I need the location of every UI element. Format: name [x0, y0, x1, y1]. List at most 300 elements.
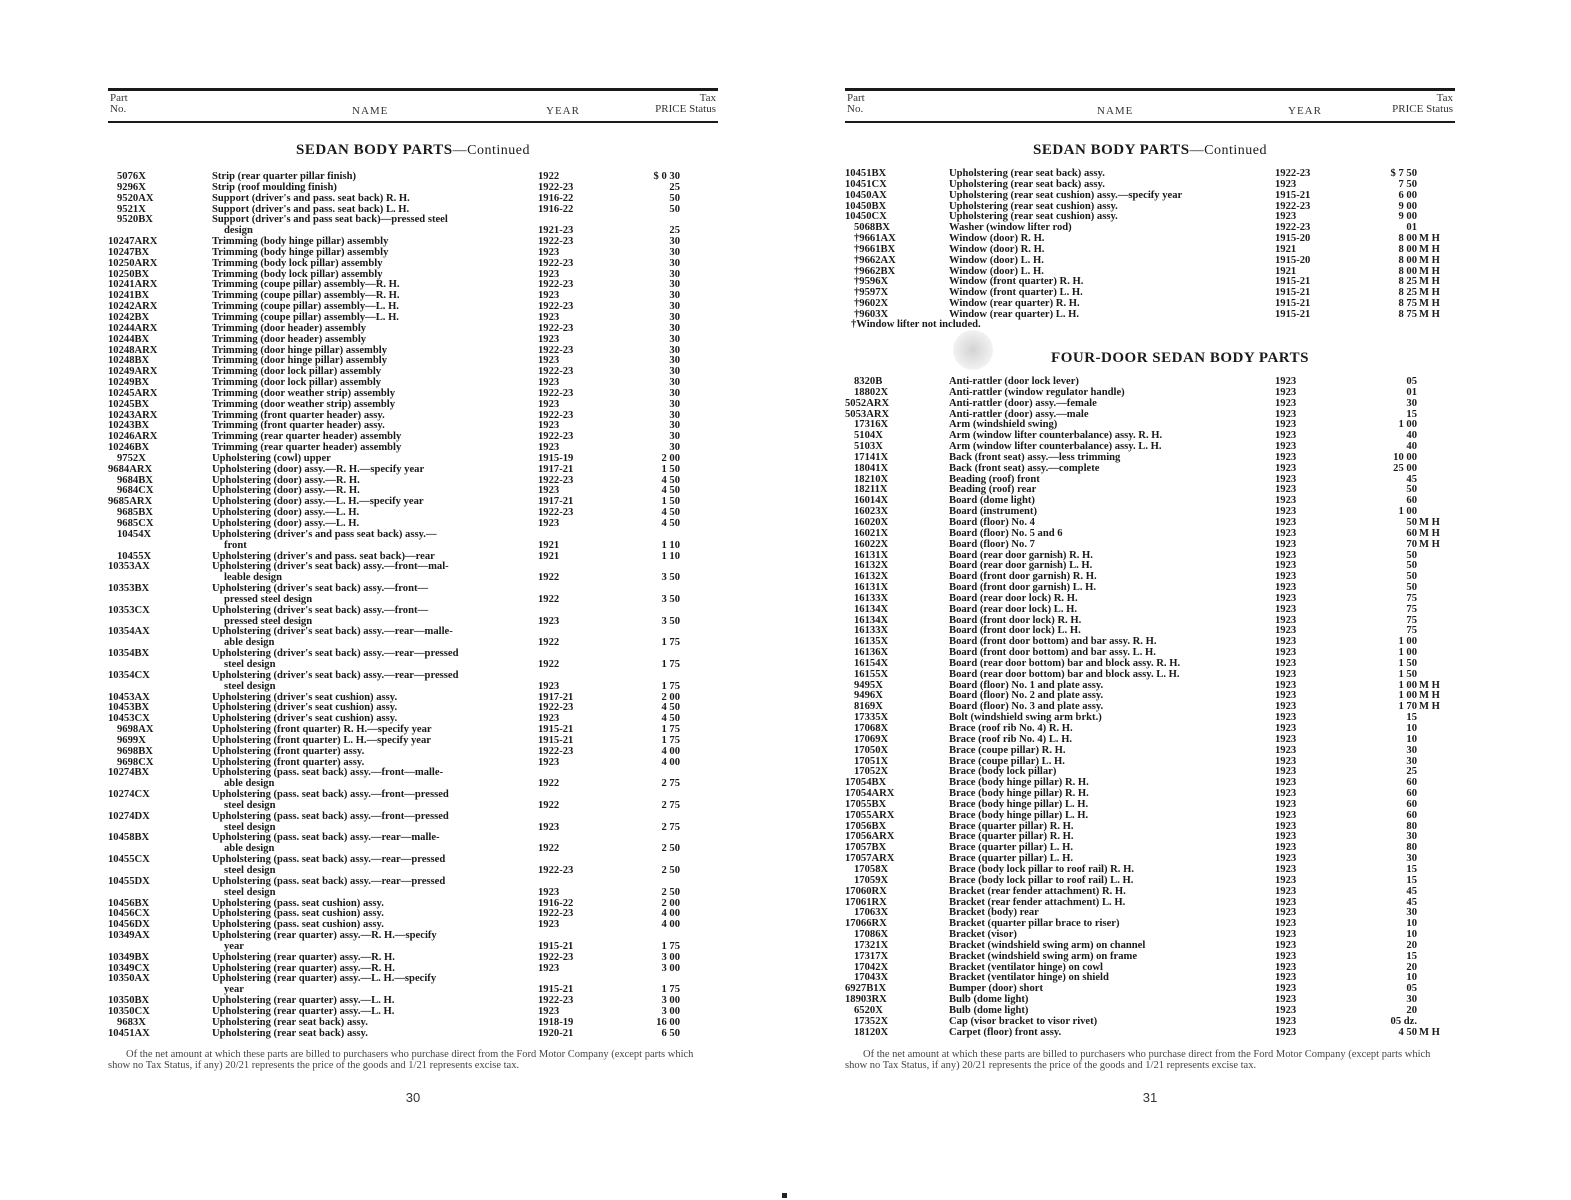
part-name: [212, 931, 542, 953]
price: 4 00: [661, 908, 680, 920]
part-name-line1: Support (driver's and pass seat back)—pressed steel: [212, 214, 448, 226]
table-row: [108, 259, 718, 270]
part-name-line1: Trimming (door header) assembly: [212, 333, 367, 345]
part-name-line1: Trimming (front quarter header) assy.: [212, 409, 385, 421]
header-part-label: Part: [110, 92, 128, 104]
table-row: [845, 464, 1455, 475]
table-row: [845, 800, 1455, 811]
part-name-line1: Brace (quarter pillar) R. H.: [949, 820, 1074, 832]
price: 20: [1406, 1004, 1417, 1016]
part-number: 17043X: [854, 972, 889, 984]
year: 1917-21: [538, 463, 574, 475]
part-name-line1: Upholstering (pass. seat cushion) assy.: [212, 919, 384, 931]
price: 70: [1406, 538, 1417, 550]
year: 1922: [538, 171, 560, 182]
parts-table: [108, 172, 718, 1040]
year: 1915-21: [1275, 276, 1311, 288]
part-name-line2: able design: [224, 843, 275, 855]
year: 1922: [538, 778, 560, 790]
part-number: 10250BX: [108, 268, 150, 280]
part-name-line1: Back (front seat) assy.—complete: [949, 462, 1100, 474]
part-number: 9698BX: [117, 745, 153, 757]
year: 1923: [538, 442, 560, 454]
table-row: [845, 887, 1455, 898]
part-number: 17054BX: [845, 777, 887, 789]
parts-table: [845, 169, 1455, 321]
year: 1923: [1275, 408, 1297, 420]
price: 50: [669, 192, 680, 204]
year: 1923: [1275, 441, 1297, 453]
year: 1923: [1275, 712, 1297, 724]
part-name-line1: Trimming (door hinge pillar) assembly: [212, 344, 387, 356]
left-page: [108, 0, 718, 1200]
part-number: 17069X: [854, 733, 889, 745]
year: 1923: [538, 290, 560, 302]
part-name-line1: Anti-rattler (window regulator handle): [949, 386, 1125, 398]
price: 3 50: [661, 615, 680, 627]
tax-status: M H: [1419, 265, 1440, 277]
part-number: 9699X: [117, 734, 146, 746]
table-row: [108, 909, 718, 920]
table-row: [845, 453, 1455, 464]
part-name: [949, 310, 1279, 321]
price: 4 50: [1398, 1026, 1417, 1038]
part-number: 10247ARX: [108, 236, 158, 248]
part-number: 10245ARX: [108, 387, 158, 399]
part-number: 10350BX: [108, 995, 150, 1007]
table-row: [845, 724, 1455, 735]
part-number: 10353AX: [108, 561, 150, 573]
part-name-line1: Upholstering (driver's seat back) assy.—front—: [212, 604, 429, 616]
year: 1916-22: [538, 897, 574, 909]
part-name-line1: Upholstering (rear quarter) assy.—L. H.: [212, 1005, 395, 1017]
price: 10: [1406, 918, 1417, 930]
part-number: 18802X: [854, 386, 889, 398]
table-row: [845, 811, 1455, 822]
part-name-line1: Bracket (ventilator hinge) on shield: [949, 972, 1109, 984]
table-row: [845, 843, 1455, 854]
header-tax-label: Tax: [1436, 92, 1453, 104]
part-name-line1: Board (dome light): [949, 495, 1035, 507]
part-name-line1: Bulb (dome light): [949, 1004, 1029, 1016]
part-name: [212, 627, 542, 649]
table-row: [845, 605, 1455, 616]
part-number: 17352X: [854, 1015, 889, 1027]
part-name-line1: Brace (body hinge pillar) L. H.: [949, 809, 1089, 821]
part-name-line1: Trimming (rear quarter header) assembly: [212, 442, 402, 454]
part-number: 17141X: [854, 451, 889, 463]
part-name-line1: Upholstering (driver's seat cushion) assy.: [212, 713, 398, 725]
part-number: 16023X: [854, 506, 889, 518]
year: 1916-22: [538, 203, 574, 215]
table-row: [845, 551, 1455, 562]
table-row: [108, 400, 718, 411]
part-number: 10350AX: [108, 973, 150, 985]
part-number: 17052X: [854, 766, 889, 778]
part-number: 17055ARX: [845, 809, 895, 821]
part-name-line1: Beading (roof) front: [949, 473, 1040, 485]
table-row: [845, 377, 1455, 388]
part-number: 16020X: [854, 516, 889, 528]
price: 45: [1406, 473, 1417, 485]
price: 16 00: [656, 1016, 680, 1028]
part-name-line1: Trimming (door header) assembly: [212, 322, 367, 334]
price: 30: [669, 355, 680, 367]
part-number: 9496X: [854, 690, 883, 702]
part-number: 16132X: [854, 560, 889, 572]
year: 1923: [1275, 178, 1297, 190]
part-name-line1: Bulb (dome light): [949, 994, 1029, 1006]
price: 30: [669, 279, 680, 291]
year: 1923: [1275, 397, 1297, 409]
table-row: [845, 691, 1455, 702]
part-name-line1: Trimming (body hinge pillar) assembly: [212, 236, 389, 248]
table-row: [845, 288, 1455, 299]
table-row: [108, 497, 718, 508]
year: 1922-23: [538, 322, 574, 334]
table-row: [845, 898, 1455, 909]
part-name-line1: Trimming (body hinge pillar) assembly: [212, 246, 389, 258]
price: 1 00: [1398, 690, 1417, 702]
part-number: 5103X: [854, 441, 883, 453]
part-name-line1: Upholstering (front quarter) L. H.—specify year: [212, 734, 432, 746]
part-name-line1: Window (door) R. H.: [949, 233, 1045, 245]
part-name-line1: Upholstering (rear seat cushion) assy.: [949, 200, 1118, 212]
table-row: [108, 606, 718, 628]
price: 8 25: [1398, 276, 1417, 288]
price: 50: [1406, 516, 1417, 528]
year: 1923: [1275, 211, 1297, 223]
price: 4 50: [661, 702, 680, 714]
part-number: 9521X: [117, 203, 146, 215]
year: 1923: [1275, 777, 1297, 789]
price: 60: [1406, 495, 1417, 507]
table-row: [845, 702, 1455, 713]
price: 30: [669, 246, 680, 258]
header-part-no: [110, 93, 128, 115]
year: 1923: [1275, 549, 1297, 561]
year: 1922: [538, 843, 560, 855]
table-row: [845, 518, 1455, 529]
year: 1920-21: [538, 1027, 574, 1039]
table-row: [845, 713, 1455, 724]
year: 1915-19: [538, 452, 574, 464]
table-row: [108, 649, 718, 671]
price: 2 00: [661, 897, 680, 909]
part-name-line1: Board (rear door garnish) L. H.: [949, 560, 1093, 572]
part-name-line1: Upholstering (front quarter) assy.: [212, 756, 365, 768]
year: 1922-23: [538, 344, 574, 356]
part-name-line1: Brace (body lock pillar to roof rail) L. H.: [949, 874, 1134, 886]
price: 30: [669, 311, 680, 323]
price: 8 00: [1398, 243, 1417, 255]
year: 1923: [1275, 473, 1297, 485]
header-price-label: PRICE Status: [1392, 103, 1453, 115]
part-number: 10349CX: [108, 962, 150, 974]
part-number: 10349BX: [108, 951, 150, 963]
table-row: [845, 572, 1455, 583]
part-name-line1: Trimming (door lock pillar) assembly: [212, 377, 382, 389]
part-name-line2: able design: [224, 637, 275, 649]
part-name-line1: Board (floor) No. 3 and plate assy.: [949, 701, 1104, 713]
year: 1923: [1275, 842, 1297, 854]
part-number: 16131X: [854, 549, 889, 561]
table-row: [845, 681, 1455, 692]
part-number: 17316X: [854, 419, 889, 431]
price: 15: [1406, 874, 1417, 886]
part-number: 9520BX: [117, 214, 153, 226]
part-name-line2: steel design: [224, 886, 276, 898]
section-title: [845, 142, 1455, 159]
table-row: [845, 256, 1455, 267]
table-row: [108, 530, 718, 552]
price: 8 75: [1398, 308, 1417, 320]
year: 1922-23: [538, 908, 574, 920]
part-number: 10451AX: [108, 1027, 150, 1039]
year: 1923: [538, 756, 560, 768]
table-row: [845, 746, 1455, 757]
table-row: [108, 280, 718, 291]
price: 1 00: [1398, 647, 1417, 659]
part-number: 10454X: [117, 528, 152, 540]
price: 50: [1406, 571, 1417, 583]
part-number: 9683X: [117, 1016, 146, 1028]
year: 1923: [538, 485, 560, 497]
tax-status: M H: [1419, 538, 1440, 550]
part-name-line1: Trimming (body lock pillar) assembly: [212, 257, 383, 269]
table-row: [108, 671, 718, 693]
part-name-line1: Upholstering (rear quarter) assy.—L. H.—specify: [212, 973, 437, 985]
part-name-line1: Board (rear door lock) L. H.: [949, 603, 1078, 615]
part-name-line1: Upholstering (pass. seat back) assy.—rear—pressed: [212, 875, 446, 887]
part-name-line1: Arm (window lifter counterbalance) assy. R. H.: [949, 430, 1163, 442]
header-year: YEAR: [546, 105, 580, 117]
year: 1922-23: [538, 236, 574, 248]
year: 1922-23: [538, 257, 574, 269]
table-row: [108, 768, 718, 790]
table-row: [845, 223, 1455, 234]
price: 3 00: [661, 951, 680, 963]
year: 1922: [538, 799, 560, 811]
table-row: [108, 346, 718, 357]
part-number: 10453BX: [108, 702, 150, 714]
year: 1915-21: [1275, 308, 1311, 320]
tax-status: M H: [1419, 1026, 1440, 1038]
part-name-line2: steel design: [224, 865, 276, 876]
price: 40: [1406, 430, 1417, 442]
price: 1 10: [661, 550, 680, 562]
price: 9 00: [1398, 211, 1417, 223]
price: 15: [1406, 863, 1417, 875]
year: 1923: [1275, 506, 1297, 518]
header-year: YEAR: [1288, 105, 1322, 117]
year: 1923: [1275, 668, 1297, 680]
price: 50: [1406, 484, 1417, 496]
year: 1923: [1275, 657, 1297, 669]
part-name-line1: Bumper (door) short: [949, 983, 1043, 995]
part-number: 10274DX: [108, 810, 150, 822]
price: 1 75: [661, 637, 680, 649]
part-name-line1: Upholstering (front quarter) assy.: [212, 745, 365, 757]
part-number: 16135X: [854, 636, 889, 648]
year: 1922-23: [538, 387, 574, 399]
part-name-line2: able design: [224, 778, 275, 790]
part-name-line1: Strip (rear quarter pillar finish): [212, 171, 356, 182]
part-name-line1: Trimming (rear quarter header) assembly: [212, 431, 402, 443]
part-number: 16134X: [854, 614, 889, 626]
year: 1923: [1275, 516, 1297, 528]
year: 1923: [1275, 386, 1297, 398]
table-row: [845, 1017, 1455, 1028]
part-number: †9596X: [854, 276, 889, 288]
price: 3 00: [661, 962, 680, 974]
header-price-label: PRICE Status: [655, 103, 716, 115]
tax-status: M H: [1419, 243, 1440, 255]
price: 60: [1406, 777, 1417, 789]
part-number: 18903RX: [845, 994, 887, 1006]
table-row: [845, 410, 1455, 421]
year: 1923: [1275, 625, 1297, 637]
part-name-line1: Upholstering (rear seat back) assy.: [212, 1027, 368, 1039]
year: 1923: [538, 398, 560, 410]
part-number: 9684CX: [117, 485, 154, 497]
table-row: [108, 953, 718, 964]
scan-mark: [782, 1193, 787, 1198]
part-number: 16154X: [854, 657, 889, 669]
year: 1923: [1275, 788, 1297, 800]
price: 2 75: [661, 821, 680, 833]
part-name-line1: Upholstering (pass. seat cushion) assy.: [212, 908, 384, 920]
part-name-line2: year: [224, 940, 244, 952]
part-number: 5068BX: [854, 222, 890, 234]
price: 25: [1406, 766, 1417, 778]
table-row: [845, 865, 1455, 876]
part-name-line1: Bracket (quarter pillar brace to riser): [949, 918, 1120, 930]
part-name-line1: Brace (coupe pillar) R. H.: [949, 744, 1066, 756]
year: 1923: [538, 518, 560, 529]
price: 30: [1406, 994, 1417, 1006]
year: 1923: [538, 355, 560, 367]
part-name-line1: Window (rear quarter) L. H.: [949, 308, 1080, 320]
price: 2 75: [661, 799, 680, 811]
price: 10: [1406, 972, 1417, 984]
part-number: 10349AX: [108, 930, 150, 942]
year: 1922-23: [538, 279, 574, 291]
section-title-text: SEDAN BODY PARTS: [295, 142, 453, 158]
header-tax-label: Tax: [699, 92, 716, 104]
part-name-line1: Trimming (door weather strip) assembly: [212, 398, 396, 410]
price: 75: [1406, 603, 1417, 615]
part-name-line1: Upholstering (door) assy.—L. H.: [212, 507, 360, 519]
year: 1923: [1275, 614, 1297, 626]
table-row: [845, 735, 1455, 746]
table-row: [845, 399, 1455, 410]
table-row: [108, 237, 718, 248]
table-row: [845, 876, 1455, 887]
part-name: [212, 606, 542, 628]
part-number: 10241ARX: [108, 279, 158, 291]
part-number: †9662AX: [854, 254, 896, 266]
price: 2 75: [661, 778, 680, 790]
year: 1923: [1275, 419, 1297, 431]
price: 20: [1406, 961, 1417, 973]
price: 10: [1406, 723, 1417, 734]
window-lifter-note: †Window lifter not included.: [851, 319, 981, 330]
part-name-line1: Upholstering (pass. seat back) assy.—front—pressed: [212, 810, 449, 822]
price: 1 75: [661, 658, 680, 670]
price: 2 50: [661, 865, 680, 876]
table-row: [108, 996, 718, 1007]
year: 1923: [1275, 571, 1297, 583]
tax-status: M H: [1419, 527, 1440, 539]
column-header: [108, 88, 718, 123]
table-row: [845, 299, 1455, 310]
part-number: 16014X: [854, 495, 889, 507]
part-name-line1: Board (floor) No. 4: [949, 516, 1035, 528]
price: 1 75: [661, 680, 680, 692]
table-row: [108, 313, 718, 324]
price: 30: [1406, 397, 1417, 409]
section-title-text: SEDAN BODY PARTS: [1032, 142, 1190, 158]
table-row: [845, 919, 1455, 930]
price: 30: [669, 290, 680, 302]
price: 60: [1406, 809, 1417, 821]
part-number: 10456CX: [108, 908, 150, 920]
part-name-line1: Trimming (coupe pillar) assembly—R. H.: [212, 279, 400, 291]
price: 30: [1406, 755, 1417, 767]
column-header: [845, 88, 1455, 123]
year: 1921: [1275, 243, 1297, 255]
part-number: 17057ARX: [845, 853, 895, 865]
part-number: 10246ARX: [108, 431, 158, 443]
year: 1922-23: [538, 745, 574, 757]
year: 1922-23: [538, 951, 574, 963]
year: 1923: [1275, 874, 1297, 886]
part-number: 17060RX: [845, 885, 887, 897]
part-name-line1: Board (instrument): [949, 506, 1037, 518]
part-name-line1: Arm (window lifter counterbalance) assy. L. H.: [949, 441, 1162, 453]
part-number: 10455DX: [108, 875, 150, 887]
part-name-line1: Trimming (door weather strip) assembly: [212, 387, 396, 399]
price: 1 00: [1398, 636, 1417, 648]
year: 1915-21: [538, 724, 574, 736]
part-number: †9603X: [854, 308, 889, 320]
part-number: 9684BX: [117, 474, 153, 486]
part-number: 10354AX: [108, 626, 150, 638]
price: 1 70: [1398, 701, 1417, 713]
year: 1917-21: [538, 691, 574, 703]
part-name-line1: Upholstering (driver's seat back) assy.—front—: [212, 583, 429, 595]
year: 1923: [1275, 907, 1297, 919]
part-name-line1: Brace (quarter pillar) L. H.: [949, 853, 1073, 865]
part-name-line1: Window (rear quarter) R. H.: [949, 298, 1080, 310]
part-number: 6520X: [854, 1004, 883, 1016]
part-name-line1: Upholstering (rear seat back) assy.: [949, 178, 1105, 190]
table-row: [845, 908, 1455, 919]
section2-title: FOUR-DOOR SEDAN BODY PARTS: [1051, 350, 1309, 366]
part-number: 17335X: [854, 712, 889, 724]
part-name-line1: Trimming (coupe pillar) assembly—L. H.: [212, 301, 399, 313]
header-part-label: Part: [847, 92, 865, 104]
price: 4 50: [661, 507, 680, 519]
year: 1923: [538, 1005, 560, 1017]
table-row: [108, 172, 718, 183]
year: 1923: [1275, 820, 1297, 832]
table-row: [845, 267, 1455, 278]
part-number: 10247BX: [108, 246, 150, 258]
part-name-line1: Upholstering (pass. seat back) assy.—rear—pressed: [212, 854, 446, 866]
part-number: 10450CX: [845, 211, 887, 223]
